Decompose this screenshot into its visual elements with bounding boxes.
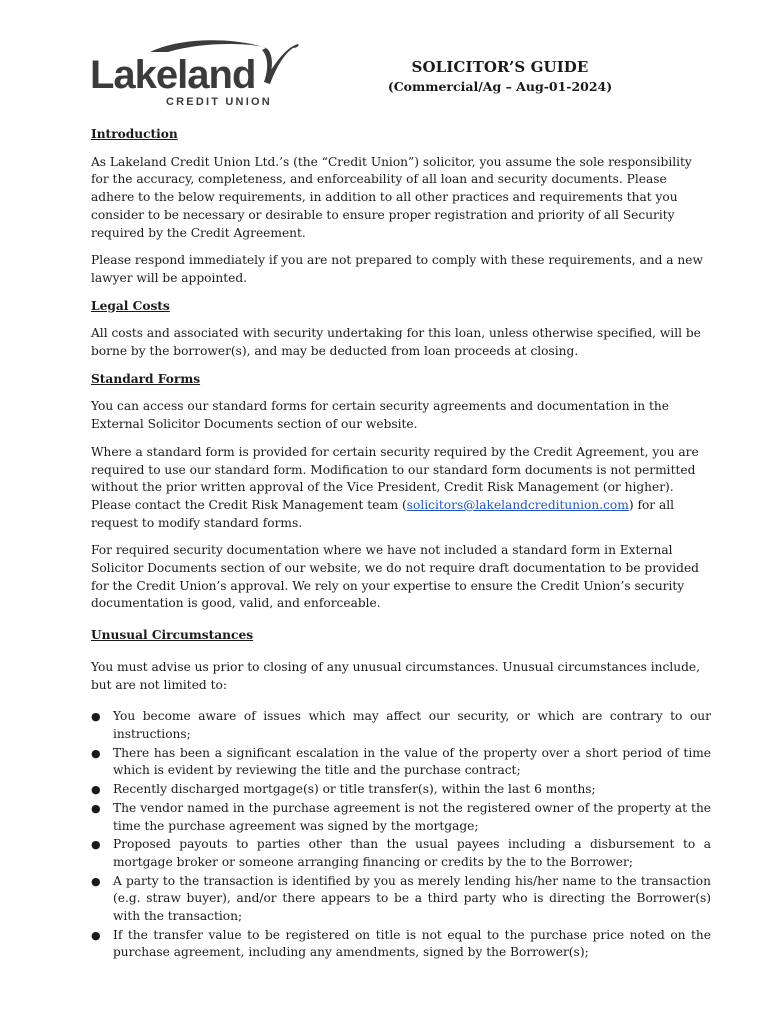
bullet-icon: ● <box>91 874 101 888</box>
intro-paragraph-1: As Lakeland Credit Union Ltd.’s (the “Credit Union”) solicitor, you assume the sole responsibility for the accuracy, completeness, and enforceability of all loan and security documents. Please adhere to the below requirements, in addition to all other practices and requirements that you consider to be necessary or desirable to ensure proper registration and priority of all Security required by the Credit Agreement. <box>91 154 692 240</box>
heading-standard-forms: Standard Forms <box>91 371 201 386</box>
list-item <box>91 927 711 962</box>
heading-legal-costs: Legal Costs <box>91 298 170 313</box>
lakeland-logo <box>88 38 303 110</box>
bullet-icon: ● <box>91 746 101 760</box>
legal-costs-paragraph: All costs and associated with security undertaking for this loan, unless otherwise specified, will be borne by the borrower(s), and may be deducted from loan proceeds at closing. <box>91 326 701 359</box>
list-item-text: You become aware of issues which may affect our security, or which are contrary to our instructions; <box>113 709 711 741</box>
logo-wordmark: Lakeland <box>90 53 256 97</box>
standard-forms-text-after-link: ) for all request to modify standard forms. <box>91 497 675 530</box>
list-item <box>91 873 711 926</box>
bullet-icon: ● <box>91 710 101 724</box>
logo-subtitle: CREDIT UNION <box>166 96 272 108</box>
bullet-icon: ● <box>91 928 101 942</box>
list-item-text: The vendor named in the purchase agreement is not the registered owner of the property at the time the purchase agreement was signed by the mortgage; <box>113 800 711 833</box>
standard-forms-text-before-link: Where a standard form is provided for certain security required by the Credit Agreement, you are required to use our standard form. Modification to our standard form documents is not permitted without the prior written approval of the Vice President, Credit Risk Management (or higher). Please contact the Credit Risk Management team ( <box>91 444 699 512</box>
list-item <box>91 781 711 799</box>
bullet-icon: ● <box>91 783 101 797</box>
list-item-text: Recently discharged mortgage(s) or title transfer(s), within the last 6 months; <box>113 782 596 797</box>
unusual-circumstances-list <box>91 708 711 962</box>
list-item <box>91 836 711 871</box>
list-item-text: Proposed payouts to parties other than the usual payees including a disbursement to a mortgage broker or someone arranging financing or credits by the to the Borrower; <box>113 837 711 869</box>
list-item <box>91 800 711 835</box>
document-subtitle: (Commercial/Ag – Aug-01-2024) <box>387 79 613 94</box>
list-item-text: There has been a significant escalation in the value of the property over a short period of time which is evident by reviewing the title and the purchase contract; <box>113 745 711 778</box>
bullet-icon: ● <box>91 838 101 852</box>
solicitors-email-link[interactable]: solicitors@lakelandcreditunion.com <box>406 497 629 512</box>
document-body <box>91 126 711 963</box>
standard-forms-paragraph-2 <box>91 444 711 533</box>
title-block <box>370 58 630 94</box>
list-item-text: A party to the transaction is identified by you as merely lending his/her name to the transaction (e.g. straw buyer), and/or there appears to be a third party who is directing the Borrower(s) with the transaction; <box>113 873 711 924</box>
heading-unusual-circumstances: Unusual Circumstances <box>91 628 254 643</box>
heading-introduction: Introduction <box>91 127 178 141</box>
logo-graphic <box>88 38 303 110</box>
standard-forms-paragraph-3: For required security documentation where we have not included a standard form in External Solicitor Documents section of our website, we do not require draft documentation to be provided for the Credit Union’s approval. We rely on your expertise to ensure the Credit Union’s security documentation is good, valid, and enforceable. <box>91 543 699 611</box>
bullet-icon: ● <box>91 801 101 815</box>
list-item <box>91 708 711 743</box>
list-item <box>91 745 711 780</box>
intro-paragraph-2: Please respond immediately if you are not prepared to comply with these requirements, and a new lawyer will be appointed. <box>91 253 703 285</box>
document-title: SOLICITOR’S GUIDE <box>411 58 589 76</box>
unusual-paragraph-1: You must advise us prior to closing of any unusual circumstances. Unusual circumstances include, but are not limited to: <box>91 659 700 692</box>
standard-forms-paragraph-1: You can access our standard forms for certain security agreements and documentation in the External Solicitor Documents section of our website. <box>91 399 669 432</box>
list-item-text: If the transfer value to be registered on title is not equal to the purchase price noted on the purchase agreement, including any amendments, signed by the Borrower(s); <box>113 927 711 960</box>
